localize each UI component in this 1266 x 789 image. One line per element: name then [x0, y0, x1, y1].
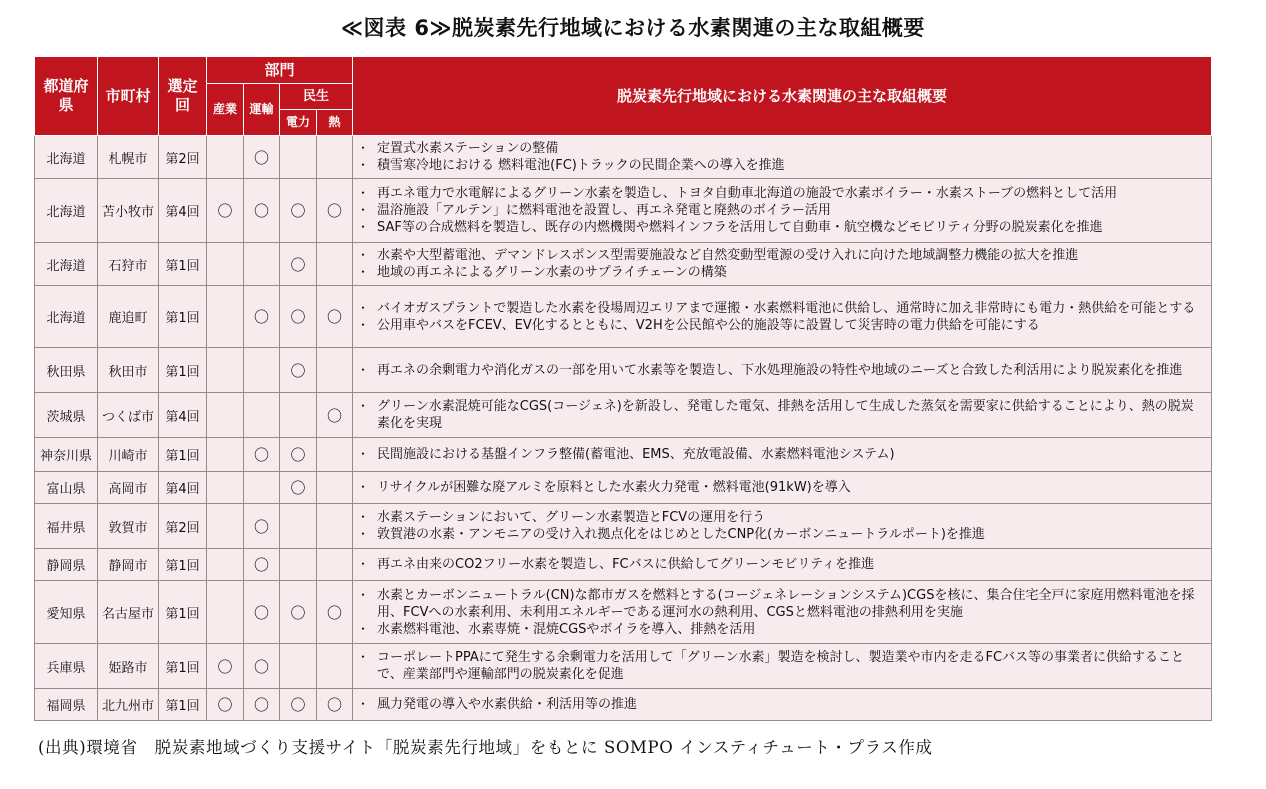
cell-heat-mark: 〇: [317, 179, 353, 243]
cell-industry-mark: [207, 438, 244, 472]
cell-round: 第1回: [159, 286, 207, 348]
cell-city: 静岡市: [98, 549, 159, 581]
table-row: [35, 179, 1212, 243]
cell-heat-mark: [317, 644, 353, 689]
cell-industry-mark: [207, 472, 244, 504]
cell-city: 苫小牧市: [98, 179, 159, 243]
cell-summary: [353, 689, 1212, 721]
cell-power-mark: 〇: [280, 689, 317, 721]
cell-summary: [353, 286, 1212, 348]
cell-pref: 愛知県: [35, 581, 98, 644]
cell-pref: 富山県: [35, 472, 98, 504]
cell-summary: [353, 549, 1212, 581]
table-row: [35, 286, 1212, 348]
header-summary: 脱炭素先行地域における水素関連の主な取組概要: [353, 57, 1212, 136]
summary-item: ・ 水素ステーションにおいて、グリーン水素製造とFCVの運用を行う: [359, 509, 1203, 526]
cell-transport-mark: 〇: [244, 438, 280, 472]
cell-city: つくば市: [98, 393, 159, 438]
cell-transport-mark: [244, 348, 280, 393]
cell-transport-mark: 〇: [244, 549, 280, 581]
summary-item: ・ 再エネ由来のCO2フリー水素を製造し、FCバスに供給してグリーンモビリティを推進: [359, 556, 1203, 573]
cell-round: 第1回: [159, 689, 207, 721]
cell-round: 第4回: [159, 472, 207, 504]
cell-industry-mark: [207, 136, 244, 179]
header-transport: 運輸: [244, 84, 280, 136]
cell-round: 第1回: [159, 348, 207, 393]
cell-heat-mark: 〇: [317, 581, 353, 644]
cell-summary: [353, 393, 1212, 438]
cell-round: 第1回: [159, 549, 207, 581]
cell-city: 姫路市: [98, 644, 159, 689]
cell-transport-mark: 〇: [244, 689, 280, 721]
header-residential: 民生: [280, 84, 353, 110]
cell-pref: 北海道: [35, 136, 98, 179]
table-body: [35, 136, 1212, 721]
cell-heat-mark: [317, 243, 353, 286]
cell-city: 高岡市: [98, 472, 159, 504]
summary-item: ・ 地域の再エネによるグリーン水素のサプライチェーンの構築: [359, 264, 1203, 281]
cell-industry-mark: 〇: [207, 644, 244, 689]
cell-pref: 静岡県: [35, 549, 98, 581]
cell-city: 名古屋市: [98, 581, 159, 644]
cell-pref: 茨城県: [35, 393, 98, 438]
summary-item: ・ 水素とカーボンニュートラル(CN)な都市ガスを燃料とする(コージェネレーションシステム)CGSを核に、集合住宅全戸に家庭用燃料電池を採用、FCVへの水素利用、未利用エネルギーである運河水の熱利用、CGSと燃料電池の排熱利用を実施: [359, 587, 1203, 621]
header-pref: 都道府県: [35, 57, 98, 136]
cell-industry-mark: [207, 348, 244, 393]
table-row: [35, 393, 1212, 438]
cell-power-mark: 〇: [280, 348, 317, 393]
cell-heat-mark: 〇: [317, 689, 353, 721]
cell-pref: 神奈川県: [35, 438, 98, 472]
summary-item: ・ SAF等の合成燃料を製造し、既存の内燃機関や燃料インフラを活用して自動車・航空機などモビリティ分野の脱炭素化を推進: [359, 219, 1203, 236]
cell-transport-mark: [244, 393, 280, 438]
table-row: [35, 438, 1212, 472]
table-header: [35, 57, 1212, 136]
cell-industry-mark: [207, 286, 244, 348]
cell-power-mark: 〇: [280, 179, 317, 243]
source-note: (出典)環境省 脱炭素地域づくり支援サイト「脱炭素先行地域」をもとに SOMPO インスティチュート・プラス作成: [38, 738, 933, 757]
cell-city: 川崎市: [98, 438, 159, 472]
cell-summary: [353, 472, 1212, 504]
table-row: [35, 348, 1212, 393]
cell-heat-mark: [317, 438, 353, 472]
table-row: [35, 689, 1212, 721]
cell-power-mark: [280, 393, 317, 438]
cell-round: 第2回: [159, 136, 207, 179]
cell-transport-mark: 〇: [244, 136, 280, 179]
summary-item: ・ コーポレートPPAにて発生する余剰電力を活用して「グリーン水素」製造を検討し、製造業や市内を走るFCバス等の事業者に供給することで、産業部門や運輸部門の脱炭素化を促進: [359, 649, 1203, 683]
header-industry: 産業: [207, 84, 244, 136]
summary-item: ・ 公用車やバスをFCEV、EV化するとともに、V2Hを公民館や公的施設等に設置して災害時の電力供給を可能にする: [359, 317, 1203, 334]
cell-pref: 秋田県: [35, 348, 98, 393]
cell-city: 鹿追町: [98, 286, 159, 348]
cell-summary: [353, 438, 1212, 472]
cell-heat-mark: [317, 504, 353, 549]
cell-city: 秋田市: [98, 348, 159, 393]
cell-power-mark: [280, 549, 317, 581]
cell-transport-mark: 〇: [244, 286, 280, 348]
cell-power-mark: 〇: [280, 286, 317, 348]
summary-item: ・ 再エネの余剰電力や消化ガスの一部を用いて水素等を製造し、下水処理施設の特性や地域のニーズと合致した利活用により脱炭素化を推進: [359, 362, 1203, 379]
cell-round: 第1回: [159, 438, 207, 472]
summary-item: ・ 水素や大型蓄電池、デマンドレスポンス型需要施設など自然変動型電源の受け入れに向けた地域調整力機能の拡大を推進: [359, 247, 1203, 264]
cell-industry-mark: [207, 504, 244, 549]
cell-round: 第1回: [159, 243, 207, 286]
cell-round: 第1回: [159, 644, 207, 689]
cell-industry-mark: 〇: [207, 179, 244, 243]
cell-summary: [353, 243, 1212, 286]
cell-industry-mark: [207, 393, 244, 438]
cell-pref: 北海道: [35, 179, 98, 243]
summary-item: ・ 敦賀港の水素・アンモニアの受け入れ拠点化をはじめとしたCNP化(カーボンニュートラルポート)を推進: [359, 526, 1203, 543]
cell-transport-mark: 〇: [244, 504, 280, 549]
summary-item: ・ 定置式水素ステーションの整備: [359, 140, 1203, 157]
header-round: 選定回: [159, 57, 207, 136]
cell-summary: [353, 504, 1212, 549]
cell-industry-mark: [207, 549, 244, 581]
summary-item: ・ 再エネ電力で水電解によるグリーン水素を製造し、トヨタ自動車北海道の施設で水素ボイラー・水素ストーブの燃料として活用: [359, 185, 1203, 202]
cell-summary: [353, 136, 1212, 179]
cell-summary: [353, 348, 1212, 393]
cell-transport-mark: 〇: [244, 179, 280, 243]
cell-power-mark: [280, 136, 317, 179]
cell-power-mark: [280, 504, 317, 549]
summary-item: ・ 民間施設における基盤インフラ整備(蓄電池、EMS、充放電設備、水素燃料電池システム): [359, 446, 1203, 463]
summary-item: ・ リサイクルが困難な廃アルミを原料とした水素火力発電・燃料電池(91kW)を導入: [359, 479, 1203, 496]
summary-item: ・ 水素燃料電池、水素専焼・混焼CGSやボイラを導入、排熱を活用: [359, 621, 1203, 638]
cell-round: 第2回: [159, 504, 207, 549]
cell-industry-mark: [207, 243, 244, 286]
summary-item: ・ バイオガスプラントで製造した水素を役場周辺エリアまで運搬・水素燃料電池に供給し、通常時に加え非常時にも電力・熱供給を可能とする: [359, 300, 1203, 317]
cell-heat-mark: 〇: [317, 393, 353, 438]
cell-pref: 福岡県: [35, 689, 98, 721]
table-row: [35, 581, 1212, 644]
cell-transport-mark: [244, 472, 280, 504]
cell-heat-mark: [317, 348, 353, 393]
table-row: [35, 472, 1212, 504]
cell-transport-mark: 〇: [244, 644, 280, 689]
cell-city: 敦賀市: [98, 504, 159, 549]
figure-title: ≪図表 6≫脱炭素先行地域における水素関連の主な取組概要: [341, 16, 925, 40]
cell-pref: 北海道: [35, 286, 98, 348]
cell-summary: [353, 644, 1212, 689]
table-row: [35, 243, 1212, 286]
cell-power-mark: 〇: [280, 581, 317, 644]
cell-industry-mark: [207, 581, 244, 644]
cell-power-mark: 〇: [280, 243, 317, 286]
summary-item: ・ 積雪寒冷地における 燃料電池(FC)トラックの民間企業への導入を推進: [359, 157, 1203, 174]
table-row: [35, 549, 1212, 581]
header-heat: 熱: [317, 110, 353, 136]
cell-power-mark: 〇: [280, 438, 317, 472]
cell-round: 第4回: [159, 179, 207, 243]
table-row: [35, 504, 1212, 549]
cell-power-mark: [280, 644, 317, 689]
summary-item: ・ 温浴施設「アルテン」に燃料電池を設置し、再エネ発電と廃熱のボイラー活用: [359, 202, 1203, 219]
cell-city: 札幌市: [98, 136, 159, 179]
cell-transport-mark: 〇: [244, 581, 280, 644]
header-sector: 部門: [207, 57, 353, 84]
cell-heat-mark: [317, 549, 353, 581]
cell-power-mark: 〇: [280, 472, 317, 504]
cell-summary: [353, 179, 1212, 243]
cell-industry-mark: 〇: [207, 689, 244, 721]
cell-city: 北九州市: [98, 689, 159, 721]
cell-pref: 兵庫県: [35, 644, 98, 689]
summary-item: ・ グリーン水素混焼可能なCGS(コージェネ)を新設し、発電した電気、排熱を活用して生成した蒸気を需要家に供給することにより、熱の脱炭素化を実現: [359, 398, 1203, 432]
cell-city: 石狩市: [98, 243, 159, 286]
cell-heat-mark: [317, 472, 353, 504]
cell-pref: 北海道: [35, 243, 98, 286]
hydrogen-initiatives-table: [34, 56, 1212, 721]
table-row: [35, 644, 1212, 689]
cell-transport-mark: [244, 243, 280, 286]
cell-pref: 福井県: [35, 504, 98, 549]
cell-round: 第4回: [159, 393, 207, 438]
summary-item: ・ 風力発電の導入や水素供給・利活用等の推進: [359, 696, 1203, 713]
header-city: 市町村: [98, 57, 159, 136]
table-row: [35, 136, 1212, 179]
header-power: 電力: [280, 110, 317, 136]
cell-summary: [353, 581, 1212, 644]
cell-heat-mark: 〇: [317, 286, 353, 348]
cell-heat-mark: [317, 136, 353, 179]
cell-round: 第1回: [159, 581, 207, 644]
